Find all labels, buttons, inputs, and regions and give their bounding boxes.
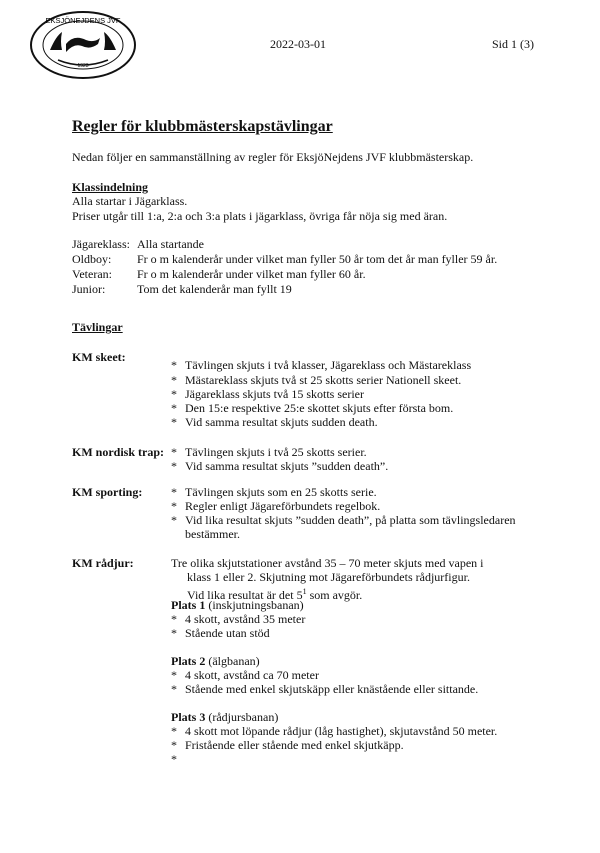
logo-year: 1923 bbox=[77, 63, 89, 69]
list-item: * Den 15:e respektive 25:e skottet skjuts efter första bom. bbox=[171, 401, 454, 415]
logo-text: EKSJÖNEJDENS JVF bbox=[45, 16, 121, 25]
list-item: * Regler enligt Jägareförbundets regelbok. bbox=[171, 499, 381, 513]
list-item: * Tävlingen skjuts som en 25 skotts serie. bbox=[171, 485, 377, 499]
class-label: Veteran: bbox=[72, 267, 112, 281]
class-row bbox=[72, 282, 292, 297]
section-heading-tavlingar: Tävlingar bbox=[72, 320, 123, 334]
list-item: * 4 skott, avstånd ca 70 meter bbox=[171, 668, 319, 682]
list-item: * Stående med enkel skjutskäpp eller knästående eller sittande. bbox=[171, 682, 479, 696]
intro-text: Nedan följer en sammanställning av regler för EksjöNejdens JVF klubbmästerskap. bbox=[72, 150, 474, 164]
list-item: * Tävlingen skjuts i två 25 skotts serier. bbox=[171, 445, 367, 459]
radjur-intro-line2: klass 1 eller 2. Skjutning mot Jägareförbundets rådjurfigur. bbox=[187, 570, 470, 584]
class-label: Junior: bbox=[72, 282, 106, 296]
class-row bbox=[72, 267, 366, 282]
klass-line2: Priser utgår till 1:a, 2:a och 3:a plats i jägarklass, övriga får nöja sig med äran. bbox=[72, 209, 448, 223]
list-item: * Vid samma resultat skjuts ”sudden death”. bbox=[171, 459, 389, 473]
section-heading-klass: Klassindelning bbox=[72, 180, 149, 194]
class-text: Fr o m kalenderår under vilket man fyller 50 år tom det år man fyller 59 år. bbox=[137, 252, 498, 266]
plats-heading: Plats 3 (rådjursbanan) bbox=[171, 710, 279, 724]
klass-line1: Alla startar i Jägarklass. bbox=[72, 194, 188, 208]
km-skeet-label: KM skeet: bbox=[72, 350, 126, 364]
class-row bbox=[72, 237, 204, 252]
list-item: * Jägareklass skjuts två 15 skotts serier bbox=[171, 387, 364, 401]
class-row bbox=[72, 252, 497, 267]
list-item: * 4 skott, avstånd 35 meter bbox=[171, 612, 306, 626]
plats-heading: Plats 1 (inskjutningsbanan) bbox=[171, 598, 304, 612]
list-item-empty: * bbox=[171, 752, 177, 766]
list-item-continuation: bestämmer. bbox=[185, 527, 240, 541]
class-label: Oldboy: bbox=[72, 252, 112, 266]
class-label: Jägareklass: bbox=[72, 237, 130, 251]
class-text: Fr o m kalenderår under vilket man fyller 60 år. bbox=[137, 267, 366, 281]
km-trap-label: KM nordisk trap: bbox=[72, 445, 165, 459]
page-number: Sid 1 (3) bbox=[492, 37, 534, 51]
plats-heading: Plats 2 (älgbanan) bbox=[171, 654, 260, 668]
club-logo bbox=[28, 10, 138, 80]
km-radjur-label: KM rådjur: bbox=[72, 556, 134, 570]
radjur-intro-line3: Vid lika resultat är $\det 5^1$ som avgör. bbox=[187, 587, 363, 602]
list-item: * Vid samma resultat skjuts sudden death. bbox=[171, 415, 378, 429]
class-text: Alla startande bbox=[137, 237, 204, 251]
header-date: 2022-03-01 bbox=[270, 37, 326, 51]
page-title: Regler för klubbmästerskapstävlingar bbox=[72, 118, 333, 135]
class-text: Tom det kalenderår man fyllt 19 bbox=[137, 282, 292, 296]
list-item: * Stående utan stöd bbox=[171, 626, 270, 640]
radjur-intro-line1: Tre olika skjutstationer avstånd 35 – 70 meter skjuts med vapen i bbox=[171, 556, 484, 570]
list-item: * Fristående eller stående med enkel skjutkäpp. bbox=[171, 738, 404, 752]
list-item: * 4 skott mot löpande rådjur (låg hastighet), skjutavstånd 50 meter. bbox=[171, 724, 498, 738]
list-item: * Tävlingen skjuts i två klasser, Jägareklass och Mästareklass bbox=[171, 358, 472, 372]
list-item: * Vid lika resultat skjuts ”sudden death”, på platta som tävlingsledaren bbox=[171, 513, 516, 527]
km-sporting-label: KM sporting: bbox=[72, 485, 143, 499]
list-item: * Mästareklass skjuts två st 25 skotts serier Nationell skeet. bbox=[171, 373, 462, 387]
